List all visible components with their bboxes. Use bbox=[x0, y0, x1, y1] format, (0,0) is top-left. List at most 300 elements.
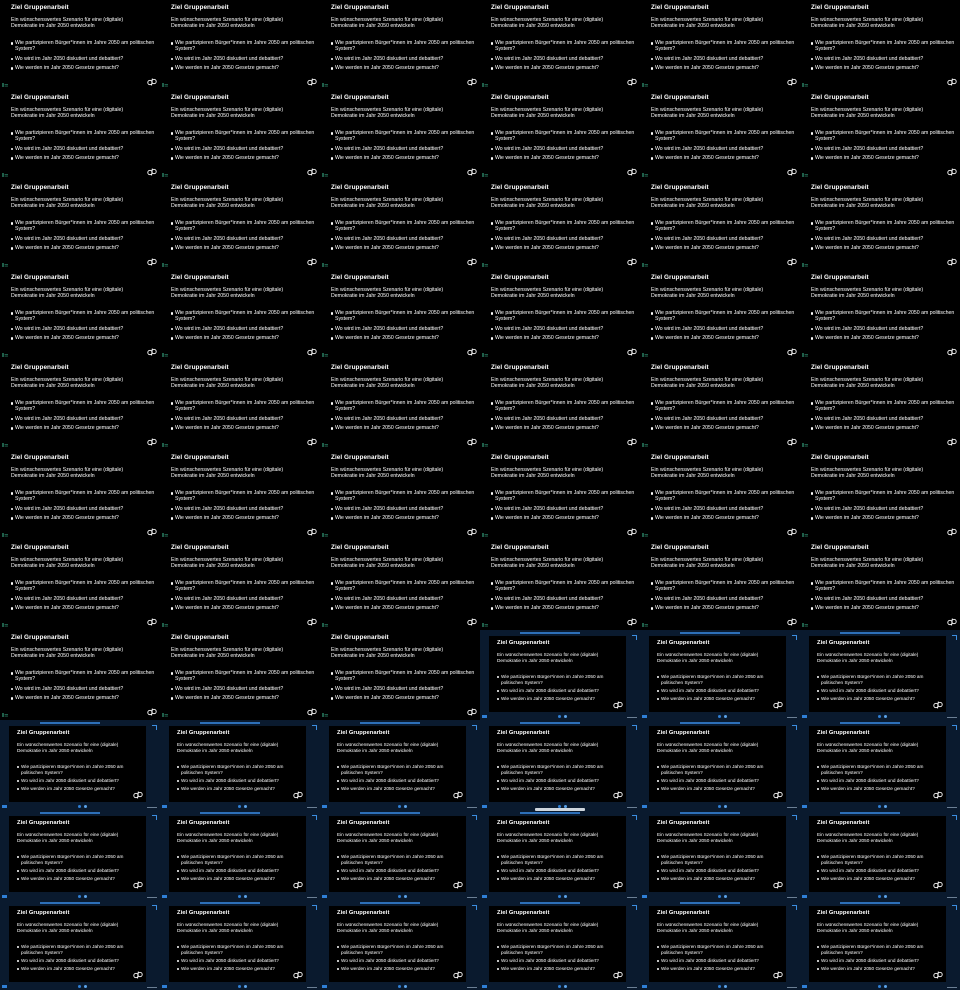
question-item: Wie partizipieren Bürger*innen im Jahre 2050 am politischen System? bbox=[650, 310, 795, 322]
question-item: Wo wird im Jahr 2050 diskutiert und debattiert? bbox=[330, 416, 475, 422]
expand-icon[interactable] bbox=[952, 635, 957, 640]
indicator-dot bbox=[558, 985, 561, 988]
slide-thumbnail[interactable] bbox=[800, 270, 960, 360]
question-item: Wie partizipieren Bürger*innen im Jahre 2050 am politischen System? bbox=[490, 490, 635, 502]
dp-logo-icon bbox=[147, 528, 157, 536]
slide-subtitle: Ein wünschenswertes Szenario für eine (digitale) Demokratie im Jahr 2050 entwickeln bbox=[817, 742, 919, 753]
slide-subtitle: Ein wünschenswertes Szenario für eine (digitale) Demokratie im Jahr 2050 entwickeln bbox=[331, 17, 444, 30]
slide-thumbnail[interactable] bbox=[480, 270, 640, 360]
corner-mark-icon bbox=[322, 173, 328, 177]
expand-icon[interactable] bbox=[952, 905, 957, 910]
frame-right-indicator bbox=[147, 897, 157, 899]
dp-logo-icon bbox=[467, 78, 477, 86]
slide-thumbnail[interactable] bbox=[320, 90, 480, 180]
corner-mark-icon bbox=[322, 83, 328, 87]
question-item: Wie partizipieren Bürger*innen im Jahre 2050 am politischen System? bbox=[490, 400, 635, 412]
frame-right-indicator bbox=[947, 897, 957, 899]
indicator-dot bbox=[244, 805, 247, 808]
slide-content bbox=[9, 816, 146, 892]
question-item: Wie werden im Jahr 2050 Gesetze gemacht? bbox=[170, 695, 315, 701]
expand-icon[interactable] bbox=[472, 905, 477, 910]
question-list bbox=[496, 674, 624, 704]
slide-subtitle: Ein wünschenswertes Szenario für eine (digitale) Demokratie im Jahr 2050 entwickeln bbox=[11, 377, 124, 390]
dp-logo-icon bbox=[307, 528, 317, 536]
corner-mark-icon bbox=[162, 443, 168, 447]
slide-thumbnail[interactable] bbox=[480, 720, 640, 810]
slide-title: Ziel Gruppenarbeit bbox=[811, 454, 869, 461]
question-list bbox=[656, 854, 784, 884]
dp-logo-icon bbox=[627, 78, 637, 86]
slide-thumbnail[interactable] bbox=[0, 630, 160, 720]
question-list bbox=[810, 130, 955, 165]
indicator-dot bbox=[718, 985, 721, 988]
question-list bbox=[816, 764, 944, 794]
question-list bbox=[650, 400, 795, 435]
slide-thumbnail[interactable] bbox=[800, 90, 960, 180]
slide-subtitle: Ein wünschenswertes Szenario für eine (digitale) Demokratie im Jahr 2050 entwickeln bbox=[811, 287, 924, 300]
slide-thumbnail[interactable] bbox=[160, 360, 320, 450]
slide-thumbnail[interactable] bbox=[800, 720, 960, 810]
question-list bbox=[490, 220, 635, 255]
corner-mark-icon bbox=[322, 623, 328, 627]
expand-icon[interactable] bbox=[312, 725, 317, 730]
question-item: Wie partizipieren Bürger*innen im Jahre 2050 am politischen System? bbox=[496, 854, 624, 865]
corner-mark-icon bbox=[2, 443, 8, 447]
slide-thumbnail[interactable] bbox=[800, 810, 960, 900]
corner-mark-icon bbox=[802, 533, 808, 537]
question-item: Wo wird im Jahr 2050 diskutiert und debattiert? bbox=[810, 506, 955, 512]
slide-thumbnail[interactable] bbox=[640, 360, 800, 450]
expand-icon[interactable] bbox=[632, 815, 637, 820]
dp-logo-icon bbox=[933, 791, 943, 799]
expand-icon[interactable] bbox=[792, 815, 797, 820]
question-item: Wie partizipieren Bürger*innen im Jahre 2050 am politischen System? bbox=[170, 220, 315, 232]
expand-icon[interactable] bbox=[632, 635, 637, 640]
slide-thumbnail[interactable] bbox=[800, 180, 960, 270]
question-item: Wo wird im Jahr 2050 diskutiert und debattiert? bbox=[810, 56, 955, 62]
indicator-dot bbox=[884, 715, 887, 718]
corner-mark-icon bbox=[162, 83, 168, 87]
question-item: Wie werden im Jahr 2050 Gesetze gemacht? bbox=[490, 65, 635, 71]
dp-logo-icon bbox=[787, 168, 797, 176]
question-item: Wo wird im Jahr 2050 diskutiert und debattiert? bbox=[656, 688, 784, 694]
question-item: Wo wird im Jahr 2050 diskutiert und debattiert? bbox=[10, 686, 155, 692]
frame-left-indicator bbox=[162, 895, 167, 898]
frame-left-indicator bbox=[322, 805, 327, 808]
slide-title: Ziel Gruppenarbeit bbox=[337, 730, 390, 736]
slide-thumbnail[interactable] bbox=[480, 360, 640, 450]
slide-thumbnail[interactable] bbox=[320, 450, 480, 540]
question-item: Wo wird im Jahr 2050 diskutiert und debattiert? bbox=[170, 686, 315, 692]
slide-thumbnail[interactable] bbox=[640, 720, 800, 810]
indicator-dot bbox=[878, 985, 881, 988]
slide-thumbnail[interactable] bbox=[800, 360, 960, 450]
slide-thumbnail[interactable] bbox=[160, 0, 320, 90]
question-item: Wie partizipieren Bürger*innen im Jahre 2050 am politischen System? bbox=[496, 944, 624, 955]
slide-thumbnail[interactable] bbox=[0, 180, 160, 270]
dp-logo-icon bbox=[147, 438, 157, 446]
frame-top-bar bbox=[840, 812, 900, 814]
indicator-dot bbox=[238, 895, 241, 898]
question-item: Wie werden im Jahr 2050 Gesetze gemacht? bbox=[170, 65, 315, 71]
dp-logo-icon bbox=[307, 618, 317, 626]
frame-left-indicator bbox=[802, 985, 807, 988]
question-item: Wie werden im Jahr 2050 Gesetze gemacht? bbox=[330, 245, 475, 251]
indicator-dot bbox=[878, 895, 881, 898]
slide-thumbnail[interactable] bbox=[160, 270, 320, 360]
slide-title: Ziel Gruppenarbeit bbox=[497, 640, 550, 646]
slide-title: Ziel Gruppenarbeit bbox=[491, 184, 549, 191]
expand-icon[interactable] bbox=[472, 725, 477, 730]
indicator-dot bbox=[724, 895, 727, 898]
frame-top-bar bbox=[840, 722, 900, 724]
question-item: Wo wird im Jahr 2050 diskutiert und debattiert? bbox=[816, 868, 944, 874]
question-item: Wie partizipieren Bürger*innen im Jahre 2050 am politischen System? bbox=[10, 670, 155, 682]
slide-content bbox=[489, 636, 626, 712]
question-item: Wo wird im Jahr 2050 diskutiert und debattiert? bbox=[176, 868, 304, 874]
slide-thumbnail[interactable] bbox=[640, 900, 800, 990]
question-item: Wo wird im Jahr 2050 diskutiert und debattiert? bbox=[810, 596, 955, 602]
slide-thumbnail[interactable] bbox=[160, 810, 320, 900]
slide-thumbnail[interactable] bbox=[640, 810, 800, 900]
frame-left-indicator bbox=[322, 895, 327, 898]
question-list bbox=[10, 220, 155, 255]
question-list bbox=[650, 580, 795, 615]
slide-subtitle: Ein wünschenswertes Szenario für eine (digitale) Demokratie im Jahr 2050 entwickeln bbox=[337, 832, 439, 843]
frame-top-bar bbox=[200, 902, 260, 904]
slide-thumbnail[interactable] bbox=[0, 90, 160, 180]
question-item: Wie partizipieren Bürger*innen im Jahre 2050 am politischen System? bbox=[176, 854, 304, 865]
question-item: Wo wird im Jahr 2050 diskutiert und debattiert? bbox=[650, 416, 795, 422]
slide-subtitle: Ein wünschenswertes Szenario für eine (digitale) Demokratie im Jahr 2050 entwickeln bbox=[491, 557, 604, 570]
frame-right-indicator bbox=[147, 987, 157, 989]
question-item: Wie werden im Jahr 2050 Gesetze gemacht? bbox=[656, 966, 784, 972]
slide-subtitle: Ein wünschenswertes Szenario für eine (digitale) Demokratie im Jahr 2050 entwickeln bbox=[11, 107, 124, 120]
frame-left-indicator bbox=[642, 805, 647, 808]
video-scrubber[interactable] bbox=[535, 808, 585, 811]
slide-thumbnail[interactable] bbox=[480, 900, 640, 990]
slide-thumbnail[interactable] bbox=[320, 180, 480, 270]
slide-subtitle: Ein wünschenswertes Szenario für eine (digitale) Demokratie im Jahr 2050 entwickeln bbox=[497, 922, 599, 933]
expand-icon[interactable] bbox=[952, 815, 957, 820]
slide-thumbnail[interactable] bbox=[160, 450, 320, 540]
question-list bbox=[10, 670, 155, 705]
question-item: Wie partizipieren Bürger*innen im Jahre 2050 am politischen System? bbox=[170, 130, 315, 142]
slide-thumbnail[interactable] bbox=[640, 540, 800, 630]
slide-thumbnail[interactable] bbox=[480, 0, 640, 90]
slide-subtitle: Ein wünschenswertes Szenario für eine (digitale) Demokratie im Jahr 2050 entwickeln bbox=[651, 467, 764, 480]
dp-logo-icon bbox=[613, 881, 623, 889]
question-item: Wie partizipieren Bürger*innen im Jahre 2050 am politischen System? bbox=[10, 220, 155, 232]
slide-thumbnail[interactable] bbox=[160, 540, 320, 630]
question-item: Wie werden im Jahr 2050 Gesetze gemacht? bbox=[650, 245, 795, 251]
slide-subtitle: Ein wünschenswertes Szenario für eine (digitale) Demokratie im Jahr 2050 entwickeln bbox=[331, 467, 444, 480]
slide-thumbnail[interactable] bbox=[480, 90, 640, 180]
slide-thumbnail[interactable] bbox=[160, 720, 320, 810]
expand-icon[interactable] bbox=[472, 815, 477, 820]
question-item: Wie partizipieren Bürger*innen im Jahre 2050 am politischen System? bbox=[330, 400, 475, 412]
slide-thumbnail[interactable] bbox=[800, 0, 960, 90]
slide-thumbnail[interactable] bbox=[480, 540, 640, 630]
slide-title: Ziel Gruppenarbeit bbox=[171, 544, 229, 551]
slide-thumbnail[interactable] bbox=[0, 450, 160, 540]
question-item: Wie partizipieren Bürger*innen im Jahre 2050 am politischen System? bbox=[490, 220, 635, 232]
question-list bbox=[170, 130, 315, 165]
dp-logo-icon bbox=[787, 258, 797, 266]
frame-left-indicator bbox=[322, 985, 327, 988]
slide-title: Ziel Gruppenarbeit bbox=[817, 730, 870, 736]
slide-subtitle: Ein wünschenswertes Szenario für eine (digitale) Demokratie im Jahr 2050 entwickeln bbox=[331, 377, 444, 390]
indicator-dot bbox=[78, 805, 81, 808]
slide-thumbnail[interactable] bbox=[320, 540, 480, 630]
indicator-dot bbox=[404, 805, 407, 808]
slide-subtitle: Ein wünschenswertes Szenario für eine (digitale) Demokratie im Jahr 2050 entwickeln bbox=[331, 107, 444, 120]
slide-thumbnail[interactable] bbox=[0, 270, 160, 360]
corner-mark-icon bbox=[642, 443, 648, 447]
indicator-dot bbox=[878, 805, 881, 808]
slide-subtitle: Ein wünschenswertes Szenario für eine (digitale) Demokratie im Jahr 2050 entwickeln bbox=[171, 107, 284, 120]
question-item: Wie partizipieren Bürger*innen im Jahre 2050 am politischen System? bbox=[330, 670, 475, 682]
slide-title: Ziel Gruppenarbeit bbox=[657, 820, 710, 826]
question-item: Wie werden im Jahr 2050 Gesetze gemacht? bbox=[490, 605, 635, 611]
expand-icon[interactable] bbox=[792, 905, 797, 910]
slide-thumbnail[interactable] bbox=[480, 630, 640, 720]
slide-thumbnail[interactable] bbox=[640, 180, 800, 270]
question-item: Wo wird im Jahr 2050 diskutiert und debattiert? bbox=[10, 416, 155, 422]
slide-title: Ziel Gruppenarbeit bbox=[331, 544, 389, 551]
slide-thumbnail[interactable] bbox=[320, 0, 480, 90]
question-item: Wo wird im Jahr 2050 diskutiert und debattiert? bbox=[10, 236, 155, 242]
slide-thumbnail[interactable] bbox=[0, 720, 160, 810]
indicator-dot bbox=[398, 805, 401, 808]
slide-thumbnail[interactable] bbox=[480, 450, 640, 540]
question-item: Wie werden im Jahr 2050 Gesetze gemacht? bbox=[10, 65, 155, 71]
slide-thumbnail[interactable] bbox=[640, 630, 800, 720]
slide-subtitle: Ein wünschenswertes Szenario für eine (digitale) Demokratie im Jahr 2050 entwickeln bbox=[491, 377, 604, 390]
expand-icon[interactable] bbox=[792, 725, 797, 730]
question-item: Wo wird im Jahr 2050 diskutiert und debattiert? bbox=[336, 958, 464, 964]
frame-right-indicator bbox=[627, 717, 637, 719]
question-item: Wie werden im Jahr 2050 Gesetze gemacht? bbox=[650, 155, 795, 161]
frame-top-bar bbox=[360, 722, 420, 724]
indicator-dot bbox=[78, 895, 81, 898]
indicator-dot bbox=[724, 715, 727, 718]
question-item: Wie partizipieren Bürger*innen im Jahre 2050 am politischen System? bbox=[656, 674, 784, 685]
slide-subtitle: Ein wünschenswertes Szenario für eine (digitale) Demokratie im Jahr 2050 entwickeln bbox=[491, 467, 604, 480]
frame-top-bar bbox=[200, 812, 260, 814]
slide-thumbnail[interactable] bbox=[160, 90, 320, 180]
expand-icon[interactable] bbox=[312, 905, 317, 910]
question-item: Wie partizipieren Bürger*innen im Jahre 2050 am politischen System? bbox=[656, 764, 784, 775]
frame-right-indicator bbox=[307, 807, 317, 809]
question-item: Wie werden im Jahr 2050 Gesetze gemacht? bbox=[10, 605, 155, 611]
question-item: Wie partizipieren Bürger*innen im Jahre 2050 am politischen System? bbox=[10, 310, 155, 322]
slide-thumbnail[interactable] bbox=[640, 450, 800, 540]
indicator-dot bbox=[84, 805, 87, 808]
question-list bbox=[10, 580, 155, 615]
expand-icon[interactable] bbox=[152, 725, 157, 730]
slide-thumbnail[interactable] bbox=[320, 630, 480, 720]
question-item: Wie partizipieren Bürger*innen im Jahre 2050 am politischen System? bbox=[16, 944, 144, 955]
indicator-dot bbox=[718, 805, 721, 808]
question-item: Wo wird im Jahr 2050 diskutiert und debattiert? bbox=[16, 868, 144, 874]
slide-title: Ziel Gruppenarbeit bbox=[17, 910, 70, 916]
question-list bbox=[170, 220, 315, 255]
slide-subtitle: Ein wünschenswertes Szenario für eine (digitale) Demokratie im Jahr 2050 entwickeln bbox=[651, 17, 764, 30]
dp-logo-icon bbox=[613, 791, 623, 799]
dp-logo-icon bbox=[307, 708, 317, 716]
corner-mark-icon bbox=[2, 533, 8, 537]
question-item: Wie werden im Jahr 2050 Gesetze gemacht? bbox=[330, 425, 475, 431]
corner-mark-icon bbox=[2, 623, 8, 627]
question-item: Wie partizipieren Bürger*innen im Jahre 2050 am politischen System? bbox=[656, 854, 784, 865]
frame-right-indicator bbox=[947, 717, 957, 719]
slide-thumbnail[interactable] bbox=[320, 270, 480, 360]
slide-subtitle: Ein wünschenswertes Szenario für eine (digitale) Demokratie im Jahr 2050 entwickeln bbox=[331, 197, 444, 210]
slide-content bbox=[649, 816, 786, 892]
expand-icon[interactable] bbox=[632, 725, 637, 730]
corner-mark-icon bbox=[2, 173, 8, 177]
question-item: Wie partizipieren Bürger*innen im Jahre 2050 am politischen System? bbox=[816, 674, 944, 685]
question-item: Wie werden im Jahr 2050 Gesetze gemacht? bbox=[10, 245, 155, 251]
question-item: Wo wird im Jahr 2050 diskutiert und debattiert? bbox=[810, 416, 955, 422]
slide-content bbox=[809, 726, 946, 802]
slide-thumbnail[interactable] bbox=[320, 720, 480, 810]
slide-thumbnail[interactable] bbox=[480, 180, 640, 270]
question-item: Wo wird im Jahr 2050 diskutiert und debattiert? bbox=[650, 326, 795, 332]
slide-thumbnail[interactable] bbox=[0, 0, 160, 90]
question-item: Wie partizipieren Bürger*innen im Jahre 2050 am politischen System? bbox=[816, 944, 944, 955]
slide-thumbnail[interactable] bbox=[320, 900, 480, 990]
question-item: Wie partizipieren Bürger*innen im Jahre 2050 am politischen System? bbox=[10, 580, 155, 592]
slide-thumbnail[interactable] bbox=[800, 900, 960, 990]
expand-icon[interactable] bbox=[792, 635, 797, 640]
dp-logo-icon bbox=[147, 708, 157, 716]
question-item: Wie partizipieren Bürger*innen im Jahre 2050 am politischen System? bbox=[170, 490, 315, 502]
question-item: Wie partizipieren Bürger*innen im Jahre 2050 am politischen System? bbox=[10, 490, 155, 502]
corner-mark-icon bbox=[322, 263, 328, 267]
slide-subtitle: Ein wünschenswertes Szenario für eine (digitale) Demokratie im Jahr 2050 entwickeln bbox=[177, 832, 279, 843]
slide-thumbnail[interactable] bbox=[0, 900, 160, 990]
expand-icon[interactable] bbox=[952, 725, 957, 730]
indicator-dot bbox=[884, 805, 887, 808]
slide-content bbox=[649, 636, 786, 712]
frame-top-bar bbox=[680, 632, 740, 634]
dp-logo-icon bbox=[773, 881, 783, 889]
slide-thumbnail[interactable] bbox=[320, 360, 480, 450]
question-list bbox=[330, 310, 475, 345]
corner-mark-icon bbox=[482, 263, 488, 267]
slide-title: Ziel Gruppenarbeit bbox=[811, 544, 869, 551]
corner-mark-icon bbox=[2, 353, 8, 357]
frame-left-indicator bbox=[2, 805, 7, 808]
expand-icon[interactable] bbox=[152, 815, 157, 820]
frame-right-indicator bbox=[947, 807, 957, 809]
indicator-dot bbox=[564, 895, 567, 898]
question-list bbox=[650, 40, 795, 75]
dp-logo-icon bbox=[947, 438, 957, 446]
slide-title: Ziel Gruppenarbeit bbox=[651, 4, 709, 11]
frame-right-indicator bbox=[787, 897, 797, 899]
question-list bbox=[170, 490, 315, 525]
frame-right-indicator bbox=[787, 987, 797, 989]
slide-subtitle: Ein wünschenswertes Szenario für eine (digitale) Demokratie im Jahr 2050 entwickeln bbox=[171, 287, 284, 300]
corner-mark-icon bbox=[802, 623, 808, 627]
dp-logo-icon bbox=[307, 168, 317, 176]
question-item: Wie partizipieren Bürger*innen im Jahre 2050 am politischen System? bbox=[176, 944, 304, 955]
indicator-dot bbox=[564, 715, 567, 718]
slide-thumbnail[interactable] bbox=[800, 540, 960, 630]
question-item: Wie partizipieren Bürger*innen im Jahre 2050 am politischen System? bbox=[336, 854, 464, 865]
dp-logo-icon bbox=[613, 971, 623, 979]
expand-icon[interactable] bbox=[312, 815, 317, 820]
slide-thumbnail[interactable] bbox=[160, 900, 320, 990]
question-item: Wo wird im Jahr 2050 diskutiert und debattiert? bbox=[336, 868, 464, 874]
question-item: Wie werden im Jahr 2050 Gesetze gemacht? bbox=[176, 876, 304, 882]
question-item: Wo wird im Jahr 2050 diskutiert und debattiert? bbox=[16, 958, 144, 964]
slide-thumbnail[interactable] bbox=[0, 540, 160, 630]
slide-title: Ziel Gruppenarbeit bbox=[17, 820, 70, 826]
slide-thumbnail[interactable] bbox=[160, 630, 320, 720]
slide-thumbnail[interactable] bbox=[0, 810, 160, 900]
slide-thumbnail[interactable] bbox=[480, 810, 640, 900]
question-item: Wie partizipieren Bürger*innen im Jahre 2050 am politischen System? bbox=[490, 40, 635, 52]
slide-thumbnail[interactable] bbox=[160, 180, 320, 270]
slide-thumbnail[interactable] bbox=[800, 630, 960, 720]
question-item: Wo wird im Jahr 2050 diskutiert und debattiert? bbox=[656, 868, 784, 874]
question-list bbox=[10, 490, 155, 525]
slide-content bbox=[169, 726, 306, 802]
slide-title: Ziel Gruppenarbeit bbox=[171, 4, 229, 11]
dp-logo-icon bbox=[293, 791, 303, 799]
question-list bbox=[10, 40, 155, 75]
slide-subtitle: Ein wünschenswertes Szenario für eine (digitale) Demokratie im Jahr 2050 entwickeln bbox=[811, 17, 924, 30]
slide-subtitle: Ein wünschenswertes Szenario für eine (digitale) Demokratie im Jahr 2050 entwickeln bbox=[17, 832, 119, 843]
question-item: Wie werden im Jahr 2050 Gesetze gemacht? bbox=[10, 425, 155, 431]
frame-top-bar bbox=[360, 812, 420, 814]
corner-mark-icon bbox=[482, 83, 488, 87]
expand-icon[interactable] bbox=[632, 905, 637, 910]
slide-thumbnail[interactable] bbox=[640, 0, 800, 90]
question-item: Wie partizipieren Bürger*innen im Jahre 2050 am politischen System? bbox=[10, 40, 155, 52]
slide-content bbox=[489, 726, 626, 802]
corner-mark-icon bbox=[162, 533, 168, 537]
slide-title: Ziel Gruppenarbeit bbox=[491, 274, 549, 281]
slide-subtitle: Ein wünschenswertes Szenario für eine (digitale) Demokratie im Jahr 2050 entwickeln bbox=[331, 287, 444, 300]
slide-subtitle: Ein wünschenswertes Szenario für eine (digitale) Demokratie im Jahr 2050 entwickeln bbox=[491, 107, 604, 120]
slide-thumbnail[interactable] bbox=[640, 90, 800, 180]
slide-subtitle: Ein wünschenswertes Szenario für eine (digitale) Demokratie im Jahr 2050 entwickeln bbox=[651, 377, 764, 390]
question-item: Wie werden im Jahr 2050 Gesetze gemacht? bbox=[170, 515, 315, 521]
expand-icon[interactable] bbox=[152, 905, 157, 910]
slide-thumbnail[interactable] bbox=[640, 270, 800, 360]
question-list bbox=[330, 40, 475, 75]
slide-thumbnail[interactable] bbox=[0, 360, 160, 450]
question-list bbox=[656, 944, 784, 974]
slide-title: Ziel Gruppenarbeit bbox=[811, 94, 869, 101]
question-item: Wie partizipieren Bürger*innen im Jahre 2050 am politischen System? bbox=[810, 490, 955, 502]
question-item: Wie partizipieren Bürger*innen im Jahre 2050 am politischen System? bbox=[170, 400, 315, 412]
question-item: Wo wird im Jahr 2050 diskutiert und debattiert? bbox=[336, 778, 464, 784]
slide-thumbnail[interactable] bbox=[800, 450, 960, 540]
question-item: Wie werden im Jahr 2050 Gesetze gemacht? bbox=[330, 605, 475, 611]
question-item: Wie werden im Jahr 2050 Gesetze gemacht? bbox=[816, 696, 944, 702]
frame-top-bar bbox=[840, 902, 900, 904]
slide-subtitle: Ein wünschenswertes Szenario für eine (digitale) Demokratie im Jahr 2050 entwickeln bbox=[331, 647, 444, 660]
frame-right-indicator bbox=[467, 987, 477, 989]
slide-title: Ziel Gruppenarbeit bbox=[331, 4, 389, 11]
slide-thumbnail[interactable] bbox=[320, 810, 480, 900]
